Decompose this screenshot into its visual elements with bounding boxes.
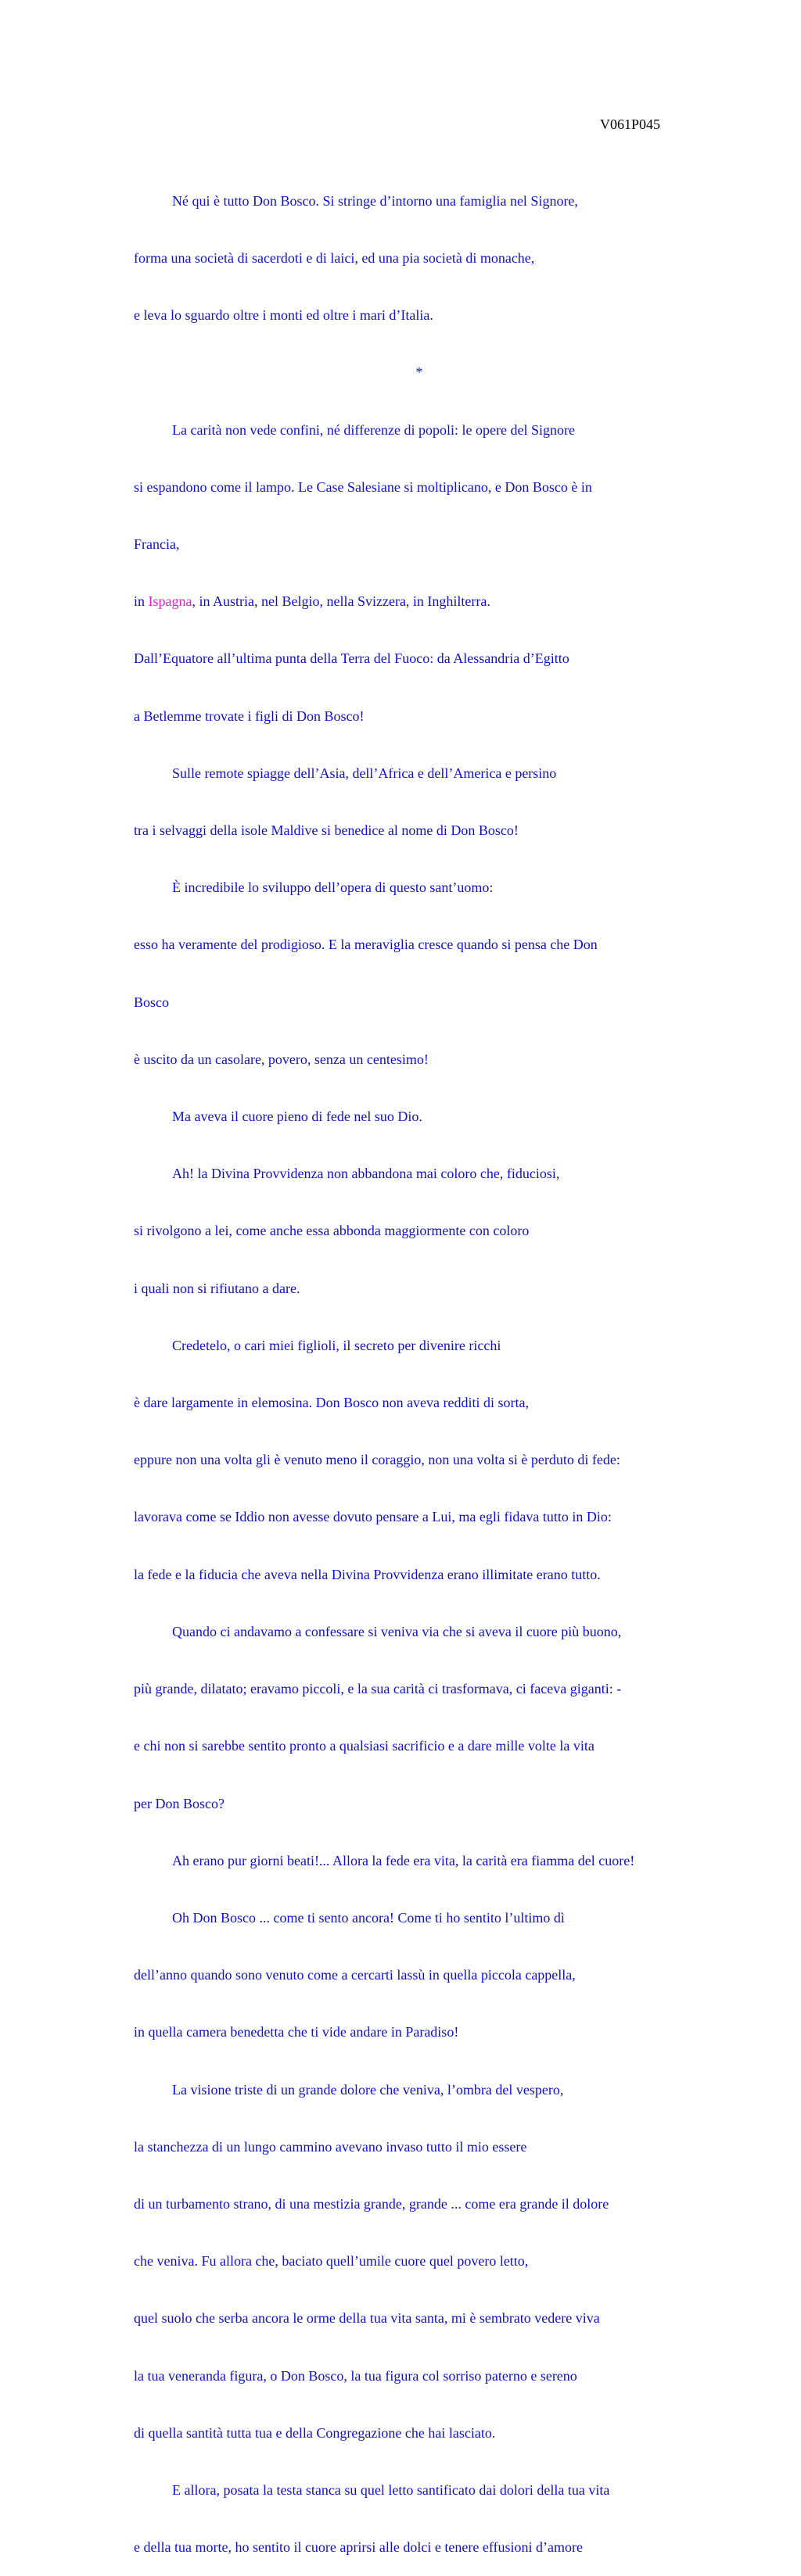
text-line: Bosco <box>134 994 169 1010</box>
text-line: per Don Bosco? <box>134 1795 224 1811</box>
text-line: e chi non si sarebbe sentito pronto a qualsiasi sacrificio e a dare mille volte la vita <box>134 1738 594 1754</box>
text-segment: in <box>134 593 149 610</box>
text-line: La carità non vede confini, né differenze di popoli: le opere del Signore <box>172 421 575 438</box>
text-line: si espandono come il lampo. Le Case Salesiane si moltiplicano, e Don Bosco è in <box>134 478 592 495</box>
text-line: si rivolgono a lei, come anche essa abbonda maggiormente con coloro <box>134 1223 530 1239</box>
text-line: e leva lo sguardo oltre i monti ed oltre i mari d’Italia. <box>134 307 433 324</box>
text-line: forma una società di sacerdoti e di laici, ed una pia società di monache, <box>134 250 535 267</box>
text-line: che veniva. Fu allora che, baciato quell’umile cuore quel povero letto, <box>134 2253 529 2270</box>
text-line: in quella camera benedetta che ti vide andare in Paradiso! <box>134 2024 459 2040</box>
text-line: La visione triste di un grande dolore che veniva, l’ombra del vespero, <box>172 2081 564 2098</box>
text-line: i quali non si rifiutano a dare. <box>134 1280 300 1296</box>
text-line: quel suolo che serba ancora le orme della tua vita santa, mi è sembrato vedere viva <box>134 2310 600 2327</box>
section-separator: * <box>415 364 423 381</box>
text-line: la tua veneranda figura, o Don Bosco, la tua figura col sorriso paterno e sereno <box>134 2367 577 2384</box>
text-line: E allora, posata la testa stanca su quel letto santificato dai dolori della tua vita <box>172 2481 610 2498</box>
text-line: Oh Don Bosco ... come ti sento ancora! Come ti ho sentito l’ultimo dì <box>172 1909 565 1926</box>
text-line: e della tua morte, ho sentito il cuore aprirsi alle dolci e tenere effusioni d’amore <box>134 2539 583 2556</box>
text-line: Ma aveva il cuore pieno di fede nel suo Dio. <box>172 1109 422 1125</box>
text-line: tra i selvaggi della isole Maldive si benedice al nome di Don Bosco! <box>134 822 519 839</box>
text-line: È incredibile lo sviluppo dell’opera di questo sant’uomo: <box>172 880 494 896</box>
text-line: Credetelo, o cari miei figlioli, il secreto per divenire ricchi <box>172 1337 501 1353</box>
text-line: dell’anno quando sono venuto come a cercarti lassù in quella piccola cappella, <box>134 1967 576 1983</box>
text-line: Quando ci andavamo a confessare si veniva via che si aveva il cuore più buono, <box>172 1623 622 1639</box>
highlighted-word: Ispagna <box>148 593 192 610</box>
text-line: più grande, dilatato; eravamo piccoli, e la sua carità ci trasformava, ci faceva giganti: - <box>134 1681 622 1697</box>
text-line: Sulle remote spiagge dell’Asia, dell’Africa e dell’America e persino <box>172 765 557 781</box>
text-line: a Betlemme trovate i figli di Don Bosco! <box>134 708 365 724</box>
text-line: Né qui è tutto Don Bosco. Si stringe d’intorno una famiglia nel Signore, <box>172 192 578 209</box>
text-line: lavorava come se Iddio non avesse dovuto pensare a Lui, ma egli fidava tutto in Dio: <box>134 1509 612 1525</box>
text-line: Ah! la Divina Provvidenza non abbandona mai coloro che, fiduciosi, <box>172 1166 560 1182</box>
text-line: Dall’Equatore all’ultima punta della Terra del Fuoco: da Alessandria d’Egitto <box>134 650 569 667</box>
text-segment: , in Austria, nel Belgio, nella Svizzera, in Inghilterra. <box>192 593 490 610</box>
page-code: V061P045 <box>599 116 660 132</box>
text-line: Ah erano pur giorni beati!... Allora la fede era vita, la carità era fiamma del cuore! <box>172 1852 635 1868</box>
text-line: Francia, <box>134 536 180 553</box>
text-line: è dare largamente in elemosina. Don Bosco non aveva redditi di sorta, <box>134 1395 530 1411</box>
text-line: di un turbamento strano, di una mestizia grande, grande ... come era grande il dolore <box>134 2195 609 2212</box>
text-line: è uscito da un casolare, povero, senza un centesimo! <box>134 1051 429 1067</box>
text-line-with-highlight <box>134 592 728 611</box>
text-line: esso ha veramente del prodigioso. E la meraviglia cresce quando si pensa che Don <box>134 937 598 953</box>
text-line: la fede e la fiducia che aveva nella Divina Provvidenza erano illimitate erano tutto. <box>134 1566 601 1582</box>
text-line: eppure non una volta gli è venuto meno il coraggio, non una volta si è perduto di fede: <box>134 1452 620 1468</box>
text-line: di quella santità tutta tua e della Congregazione che hai lasciato. <box>134 2424 496 2441</box>
document-body <box>134 153 728 2576</box>
text-line: la stanchezza di un lungo cammino avevano invaso tutto il mio essere <box>134 2138 527 2155</box>
